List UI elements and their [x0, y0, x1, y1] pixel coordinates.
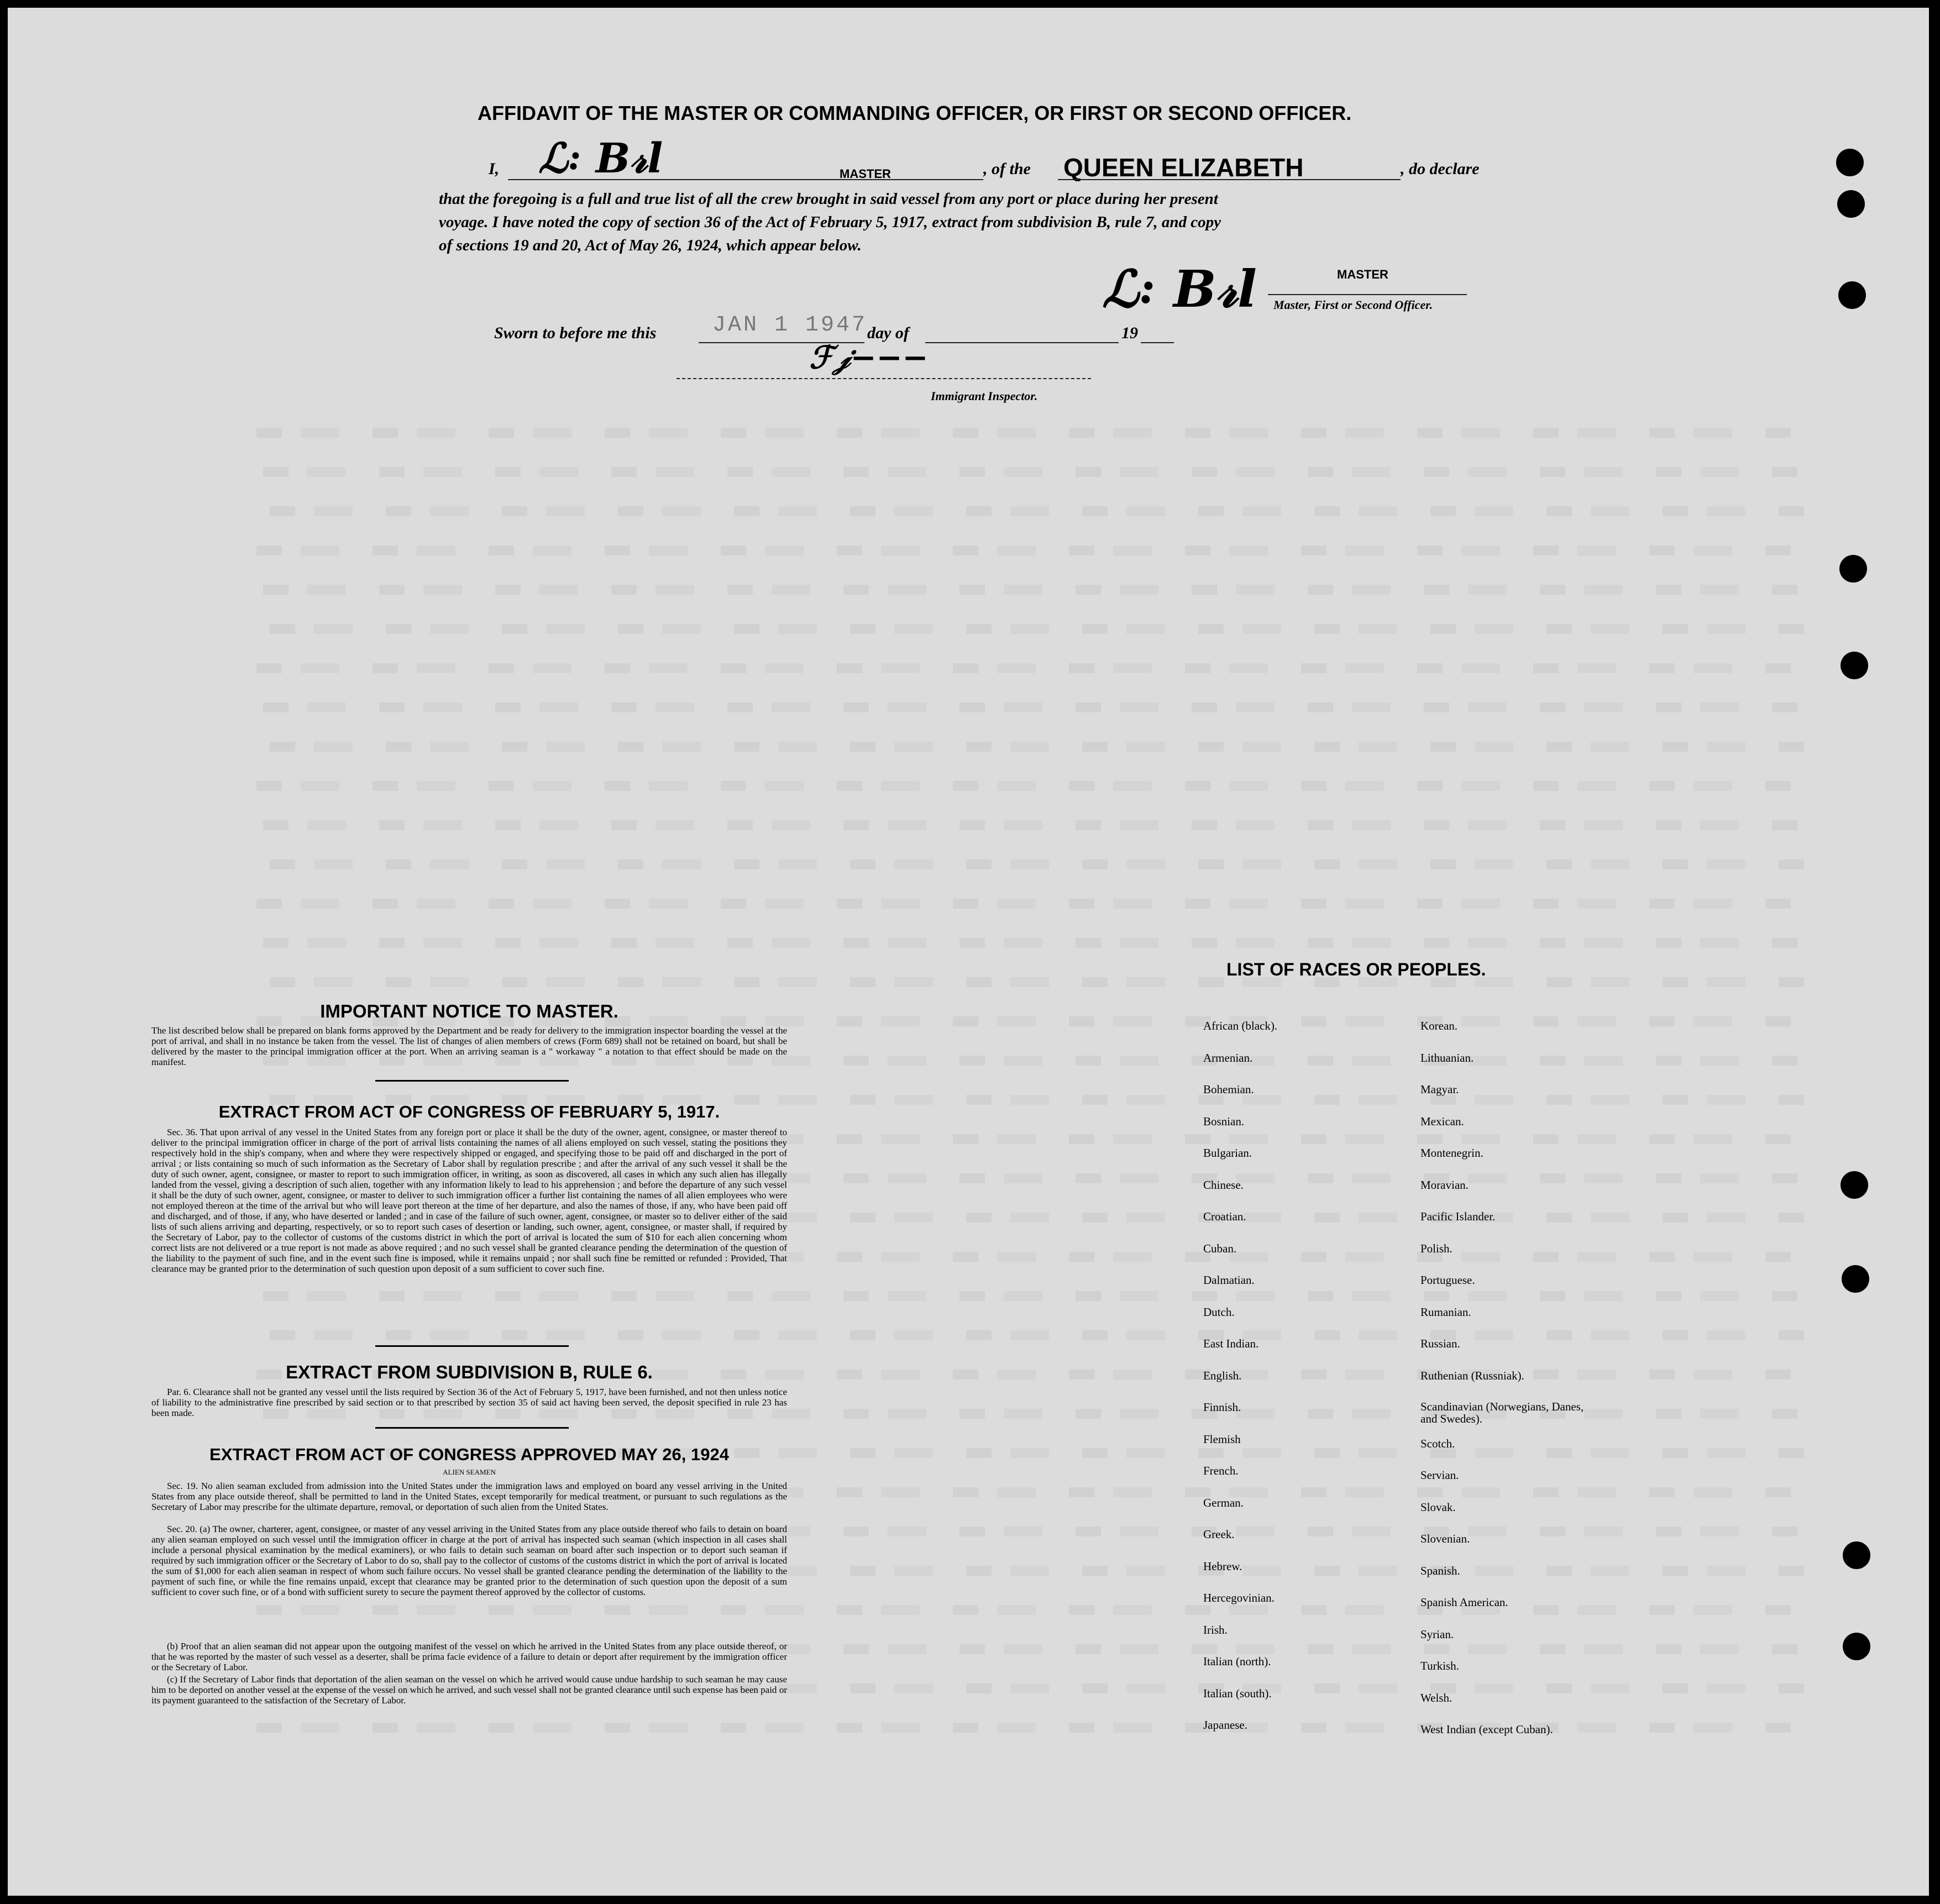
race-item: Scandinavian (Norwegians, Danes, and Swedes).	[1420, 1400, 1584, 1425]
bleed-through-row	[263, 467, 1811, 477]
master-label: MASTER	[840, 167, 891, 181]
inspector-signature: ℱ𝒿−−−	[809, 339, 929, 376]
bleed-through-row	[263, 820, 1811, 830]
race-item: Dalmatian.	[1203, 1273, 1255, 1287]
race-item: Finnish.	[1203, 1401, 1241, 1414]
inspector-caption: Immigrant Inspector.	[931, 389, 1038, 403]
sworn-label: Sworn to before me this	[494, 324, 657, 342]
section-divider	[375, 1080, 569, 1082]
section-19-text: Sec. 19. No alien seaman excluded from admission into the United States under the immigration laws and employed on board any vessel arriving in the United States from any place outside thereof, shall be permitted to land in the United States, except temporarily for medical treatment, or pursuant to such regulations as the Secretary of Labor may prescribe for the ultimate departure, removal, or deportation of such alien from the United States.	[151, 1481, 787, 1512]
race-item: Bulgarian.	[1203, 1146, 1252, 1160]
section-20a-text: Sec. 20. (a) The owner, charterer, agent, consignee, or master of any vessel arriving in the United States from any place outside thereof who fails to detain on board any alien seaman employed on such vessel until the immigration officer in charge at the port of arrival has inspected such seaman (which inspection in all cases shall include a personal physical examination by the medical examiners), or who fails to detain such seaman on board after such inspection or to deport such seaman if required by such immigration officer or the Secretary of Labor to do so, shall pay to the collector of customs of the customs district in which the port of arrival is located the sum of $1,000 for each alien seaman in respect of whom such failure occurs. No vessel shall be granted clearance pending the determination of the liability to the payment of such fine, or while the fine remains unpaid, except that clearance may be granted prior to the determination of such question upon the deposit of a sum sufficient to cover such fine, or of a bond with sufficient surety to secure the payment thereof approved by the collector of customs.	[151, 1524, 787, 1597]
extract-1917-title: EXTRACT FROM ACT OF CONGRESS OF FEBRUARY 5, 1917.	[218, 1102, 720, 1121]
bleed-through-row	[270, 506, 1817, 516]
bleed-through-row	[270, 624, 1817, 634]
race-item: Welsh.	[1420, 1691, 1453, 1704]
race-item: Slovak.	[1420, 1500, 1456, 1514]
extract-1924-title: EXTRACT FROM ACT OF CONGRESS APPROVED MAY 26, 1924	[209, 1445, 729, 1464]
race-item: Italian (north).	[1203, 1655, 1271, 1668]
master-signature-second: ℒ꞉ B𝓇l	[1102, 259, 1257, 319]
race-item: Flemish	[1203, 1432, 1241, 1446]
bleed-through-row	[270, 742, 1817, 752]
date-stamp: JAN 1 1947	[712, 313, 868, 338]
affidavit-line-2: that the foregoing is a full and true list of all the crew brought in said vessel from any port or place during her present	[439, 190, 1218, 208]
bleed-through-row	[270, 1330, 1817, 1340]
race-item: Lithuanian.	[1420, 1051, 1474, 1064]
section-20c-text: (c) If the Secretary of Labor finds that deportation of the alien seaman on the vessel on which he arrived would cause undue hardship to such seaman he may cause him to be deported on another vessel at the expense of the vessel on which he arrived, and such vessel shall not be granted clearance until such expense has been paid or its payment guaranteed to the satisfaction of the Secretary of Labor.	[151, 1674, 787, 1706]
bleed-through-row	[256, 428, 1804, 438]
extract-1917-text: Sec. 36. That upon arrival of any vessel in the United States from any foreign port or place it shall be the duty of the owner, agent, consignee, or master thereof to deliver to the principal immigration officer in charge of the port of arrival lists containing the names of all aliens employed on such vessel, stating the positions they respectively hold in the ship's company, when and where they were respectively shipped or engaged, and specifying those to be paid off and discharged in the port of arrival ; or lists containing so much of such information as the Secretary of Labor shall by regulation prescribe ; and after the arrival of any such vessel it shall be the duty of such owner, agent, consignee, or master to report to such immigration officer, in writing, as soon as discovered, all cases in which any such alien has illegally landed from the vessel, giving a description of such alien, together with any information likely to lead to his apprehension ; and before the departure of any such vessel it shall be the duty of such owner, agent, consignee, or master to deliver to such immigration officer a further list containing the names of all alien employees who were not employed thereon at the time of the arrival but who will leave port thereon at the time of her departure, and also the names of those, if any, who have been paid off and discharged, and of those, if any, who have deserted or landed ; and in case of the failure of such owner, agent, consignee, or master so to deliver either of the said lists of such aliens arriving and departing, respectively, or so to report such cases of desertion or landing, such owner, agent, consignee, or master shall, if required by the Secretary of Labor, pay to the collector of customs of the customs district in which the port of arrival is located the sum of $10 for each alien concerning whom correct lists are not delivered or a true report is not made as above required ; and no such vessel shall be granted clearance pending the determination of the question of the liability to the payment of such fine, and in the event such fine is imposed, while it remains unpaid ; nor shall such fine be remitted or refunded : Provided, That clearance may be granted prior to the determination of such question upon deposit of a sum sufficient to cover such fine.	[151, 1127, 787, 1274]
bleed-through-row	[256, 1605, 1804, 1615]
race-item: Hebrew.	[1203, 1559, 1242, 1573]
race-item: Pacific Islander.	[1420, 1210, 1496, 1223]
race-item: Magyar.	[1420, 1083, 1459, 1096]
officer-caption: Master, First or Second Officer.	[1273, 298, 1433, 312]
punch-hole	[1841, 1171, 1868, 1199]
race-item: Bohemian.	[1203, 1083, 1254, 1096]
race-item: Ruthenian (Russniak).	[1420, 1368, 1524, 1382]
month-blank-line	[925, 342, 1119, 343]
race-item: Scotch.	[1420, 1436, 1455, 1450]
race-item: Russian.	[1420, 1337, 1460, 1350]
bleed-through-row	[256, 546, 1804, 555]
rule-6-title: EXTRACT FROM SUBDIVISION B, RULE 6.	[286, 1362, 653, 1382]
bleed-through-row	[256, 781, 1804, 791]
race-item: Hercegovinian.	[1203, 1591, 1275, 1604]
alien-seamen-subtitle: ALIEN SEAMEN	[443, 1468, 496, 1476]
punch-hole	[1843, 1541, 1870, 1569]
punch-hole	[1837, 190, 1865, 218]
race-item: Mexican.	[1420, 1114, 1464, 1128]
master-signature: ℒ꞉ B𝓇l	[538, 135, 663, 182]
race-item: Slovenian.	[1420, 1532, 1470, 1545]
race-item: Moravian.	[1420, 1178, 1469, 1192]
punch-hole	[1838, 281, 1866, 309]
bleed-through-row	[263, 585, 1811, 595]
section-20b-text: (b) Proof that an alien seaman did not appear upon the outgoing manifest of the vessel on which he arrived in the United States from any place outside thereof, or that he was reported by the master of such vessel as a deserter, shall be prima facie evidence of a failure to detain or deport after requirement by the immigration officer or the Secretary of Labor.	[151, 1641, 787, 1672]
punch-hole	[1843, 1633, 1870, 1660]
race-item: Dutch.	[1203, 1305, 1235, 1319]
inspector-signature-line	[677, 378, 1091, 379]
bleed-through-row	[256, 899, 1804, 909]
race-item: German.	[1203, 1496, 1244, 1509]
punch-hole	[1836, 149, 1864, 176]
vessel-blank-line	[1058, 179, 1401, 180]
race-item: Greek.	[1203, 1528, 1235, 1541]
race-item: African (black).	[1203, 1019, 1278, 1032]
day-of-label: day of	[867, 324, 909, 342]
bleed-through-row	[263, 938, 1811, 948]
master-signature-label: MASTER	[1337, 267, 1388, 281]
vessel-name: QUEEN ELIZABETH	[1063, 153, 1304, 182]
race-item: East Indian.	[1203, 1337, 1259, 1350]
do-declare-label: , do declare	[1401, 160, 1480, 178]
of-the-label: , of the	[983, 160, 1031, 178]
officer-signature-line	[1268, 294, 1467, 295]
bleed-through-row	[270, 977, 1817, 987]
bleed-through-row	[256, 1723, 1804, 1733]
race-item: Syrian.	[1420, 1627, 1454, 1641]
race-item: Portuguese.	[1420, 1273, 1475, 1287]
punch-hole	[1842, 1265, 1869, 1293]
section-divider	[375, 1345, 569, 1347]
race-item: Croatian.	[1203, 1210, 1246, 1223]
race-item: Cuban.	[1203, 1241, 1237, 1255]
bleed-through-row	[270, 859, 1817, 869]
race-item: Spanish American.	[1420, 1596, 1508, 1609]
bleed-through-row	[263, 1291, 1811, 1301]
race-item: Japanese.	[1203, 1718, 1247, 1732]
rule-6-text: Par. 6. Clearance shall not be granted any vessel until the lists required by Section 36 of the Act of February 5, 1917, have been furnished, and not then unless notice of liability to the administrative fine prescribed by said section or to that prescribed by section 35 of said act having been served, the deposit specified in rule 23 has been made.	[151, 1387, 787, 1418]
race-item: Servian.	[1420, 1468, 1459, 1482]
notice-text: The list described below shall be prepared on blank forms approved by the Department and be ready for delivery to the immigration inspector boarding the vessel at the port of arrival, and shall in no instance be taken from the vessel. The list of changes of alien members of crews (Form 689) shall not be retained on board, but shall be delivered by the master to the principal immigration officer at the port. When an arriving seaman is a " workaway " a notation to that effect should be made on the manifest.	[151, 1025, 787, 1067]
bleed-through-row	[263, 702, 1811, 712]
race-item: Bosnian.	[1203, 1114, 1245, 1128]
affidavit-title: AFFIDAVIT OF THE MASTER OR COMMANDING OFFICER, OR FIRST OR SECOND OFFICER.	[478, 102, 1352, 124]
race-item: Korean.	[1420, 1019, 1458, 1032]
race-item: Rumanian.	[1420, 1305, 1471, 1319]
section-divider	[375, 1427, 569, 1429]
year-prefix: 19	[1121, 324, 1138, 342]
race-item: Montenegrin.	[1420, 1146, 1483, 1160]
year-blank-line	[1141, 342, 1174, 343]
race-item: Polish.	[1420, 1241, 1453, 1255]
race-item: West Indian (except Cuban).	[1420, 1723, 1553, 1736]
race-item: Armenian.	[1203, 1051, 1253, 1064]
affidavit-i-label: I,	[489, 160, 500, 178]
bleed-through-row	[256, 663, 1804, 673]
race-item: Irish.	[1203, 1623, 1228, 1637]
punch-hole	[1841, 652, 1868, 679]
races-title: LIST OF RACES OR PEOPLES.	[1226, 959, 1486, 979]
race-item: English.	[1203, 1368, 1242, 1382]
punch-hole	[1839, 555, 1867, 583]
race-item: French.	[1203, 1464, 1239, 1477]
race-item: Spanish.	[1420, 1564, 1460, 1577]
race-item: Italian (south).	[1203, 1686, 1272, 1700]
affidavit-line-4: of sections 19 and 20, Act of May 26, 1924, which appear below.	[439, 237, 862, 254]
notice-title: IMPORTANT NOTICE TO MASTER.	[320, 1001, 618, 1021]
race-item: Chinese.	[1203, 1178, 1244, 1192]
race-item: Turkish.	[1420, 1659, 1459, 1672]
manifest-page	[8, 8, 1929, 1896]
affidavit-line-3: voyage. I have noted the copy of section 36 of the Act of February 5, 1917, extract from subdivision B, rule 7, and copy	[439, 213, 1221, 231]
